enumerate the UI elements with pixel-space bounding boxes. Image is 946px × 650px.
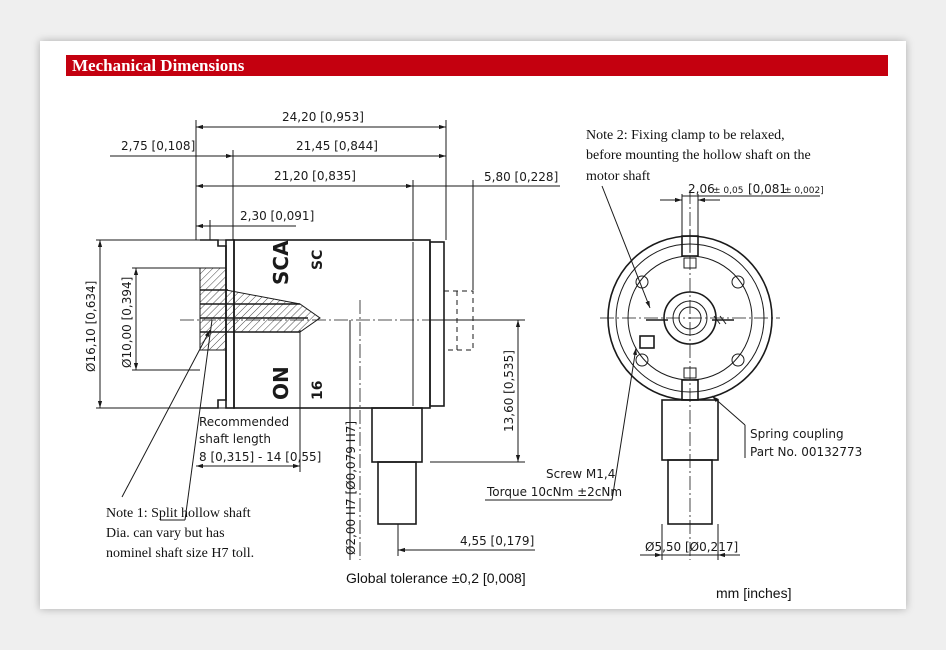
body-logo-lower: ON [269,366,293,400]
body-logo-lower-2: 16 [310,380,326,400]
recommended-line-1: Recommended [199,415,290,429]
note2-line-3: motor shaft [586,169,651,184]
note2-line-1: Note 2: Fixing clamp to be relaxed, [586,128,785,143]
body-logo-upper: SCA [269,240,293,285]
section-title: Mechanical Dimensions [72,56,245,75]
dim-cover-offset: 5,80 [0,228] [484,170,559,184]
dim-shaft-bore: Ø10,00 [0,394] [120,276,134,368]
dim-slot-inch-tol: ± 0,002] [784,186,824,196]
dim-cable-height: 13,60 [0,535] [502,350,516,432]
recommended-line-2: shaft length [199,432,271,446]
dim-overall-length: 24,20 [0,953] [282,110,364,124]
units-label: mm [inches] [716,585,792,601]
dim-clamp-width: 2,30 [0,091] [240,209,315,223]
note2-line-2: before mounting the hollow shaft on the [586,148,811,163]
note1-line-2: Dia. can vary but has [106,526,225,541]
spring-line-1: Spring coupling [750,427,844,441]
recommended-line-3: 8 [0,315] - 14 [0,55] [199,450,322,464]
dim-outer-diameter: Ø16,10 [0,634] [84,280,98,372]
dim-slot-tol: ± 0,05 [713,186,744,196]
dim-cable-offset: 4,55 [0,179] [460,534,535,548]
dim-slot-inch: [0,081 [748,182,788,196]
dim-slot-main: 2,06 [688,182,715,196]
spring-line-2: Part No. 00132773 [750,445,863,459]
front-view [485,186,820,560]
dim-hollow-shaft: Ø2,00 H7 [Ø0,079 H7] [344,420,358,555]
global-tolerance: Global tolerance ±0,2 [0,008] [346,570,526,586]
note1-line-1: Note 1: Split hollow shaft [106,506,251,521]
screw-line-2: Torque 10cNm ±2cNm [487,485,623,499]
dim-body-length: 21,45 [0,844] [296,139,378,153]
body-logo-upper-2: SC [310,249,326,270]
dim-cable-diameter: Ø5,50 [Ø0,217] [645,540,739,554]
note1-line-3: nominel shaft size H7 toll. [106,546,255,561]
dim-flange-offset: 2,75 [0,108] [121,139,196,153]
dim-body-to-cover: 21,20 [0,835] [274,169,356,183]
screw-line-1: Screw M1,4 [546,467,616,481]
